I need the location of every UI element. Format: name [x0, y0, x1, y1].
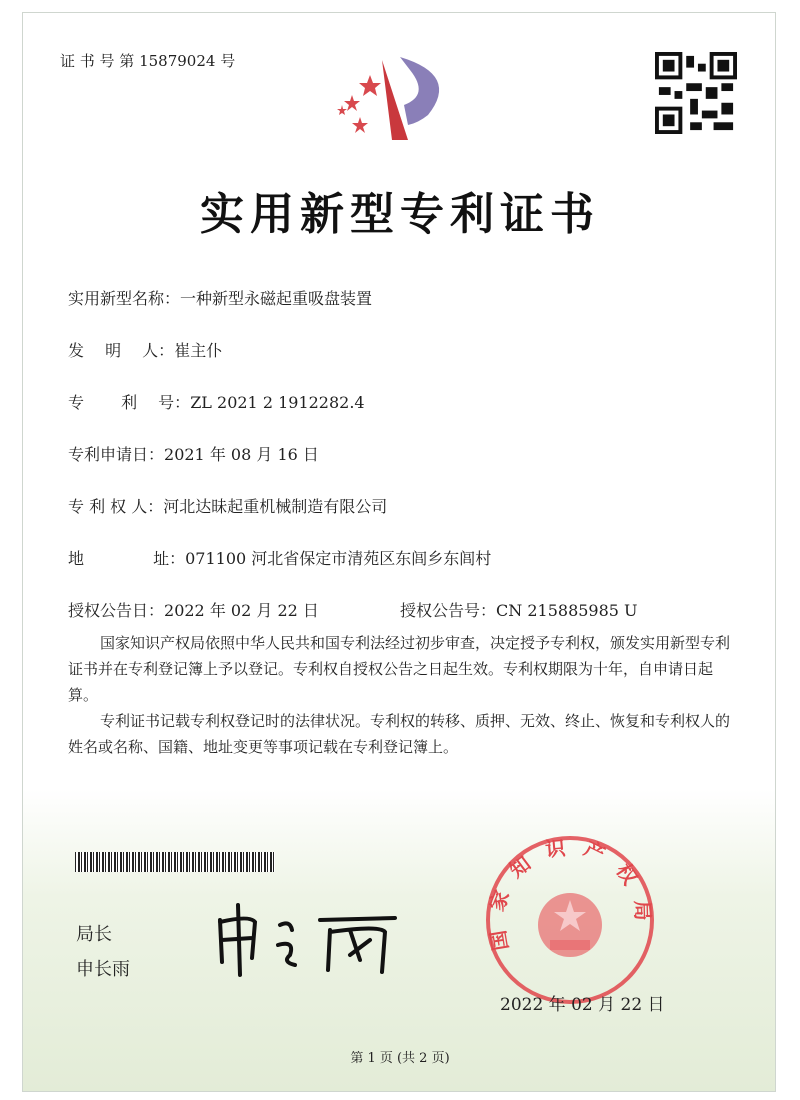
field-value: CN 215885985 U [496, 601, 638, 620]
director-signature [210, 900, 410, 980]
field-label: 实用新型名称： [68, 289, 181, 308]
field-value: 崔主仆 [174, 341, 223, 360]
field-label: 授权公告号： [400, 601, 497, 620]
field-patent-number [68, 390, 365, 413]
field-label: 专利申请日： [68, 445, 165, 464]
field-value: 一种新型永磁起重吸盘装置 [180, 289, 373, 308]
statement-paragraph: 国家知识产权局依照中华人民共和国专利法经过初步审查，决定授予专利权，颁发实用新型专利证书并在专利登记簿上予以登记。专利权自授权公告之日起生效。专利权期限为十年，自申请日起算。 [68, 634, 731, 704]
field-address [68, 546, 491, 569]
director-label: 局长 [76, 924, 112, 945]
field-label: 授权公告日： [68, 601, 165, 620]
field-value: 071100 河北省保定市清苑区东闾乡东闾村 [185, 549, 492, 568]
field-inventor [68, 338, 222, 361]
seal-date: 2022 年 02 月 22 日 [500, 995, 665, 1015]
page-number: 第 1 页 (共 2 页) [350, 1051, 450, 1066]
field-utility-model-name [68, 286, 372, 309]
official-seal [480, 830, 660, 1010]
field-grant-date [68, 598, 319, 621]
director-name: 申长雨 [76, 959, 130, 980]
field-value: 2022 年 02 月 22 日 [164, 601, 319, 620]
certificate-title: 实用新型专利证书 [200, 189, 600, 240]
cnipa-logo [330, 45, 470, 145]
field-announcement-number [400, 598, 638, 621]
field-label: 专 利 号： [68, 393, 191, 412]
field-label: 地 址： [68, 549, 186, 568]
barcode [75, 852, 275, 872]
field-value: ZL 2021 2 1912282.4 [190, 393, 365, 412]
certificate-number: 证 书 号 第 15879024 号 [60, 52, 236, 70]
field-value: 2021 年 08 月 16 日 [164, 445, 319, 464]
statement-paragraph: 专利证书记载专利权登记时的法律状况。专利权的转移、质押、无效、终止、恢复和专利权人的姓名或名称、国籍、地址变更等事项记载在专利登记簿上。 [68, 712, 731, 756]
field-patentee [68, 494, 387, 517]
seal-text: 国家知识产权局 [483, 834, 656, 953]
qr-code [655, 52, 737, 134]
field-label: 专 利 权 人： [68, 497, 164, 516]
field-label: 发 明 人： [68, 341, 175, 360]
field-application-date [68, 442, 319, 465]
field-value: 河北达昧起重机械制造有限公司 [163, 497, 388, 516]
